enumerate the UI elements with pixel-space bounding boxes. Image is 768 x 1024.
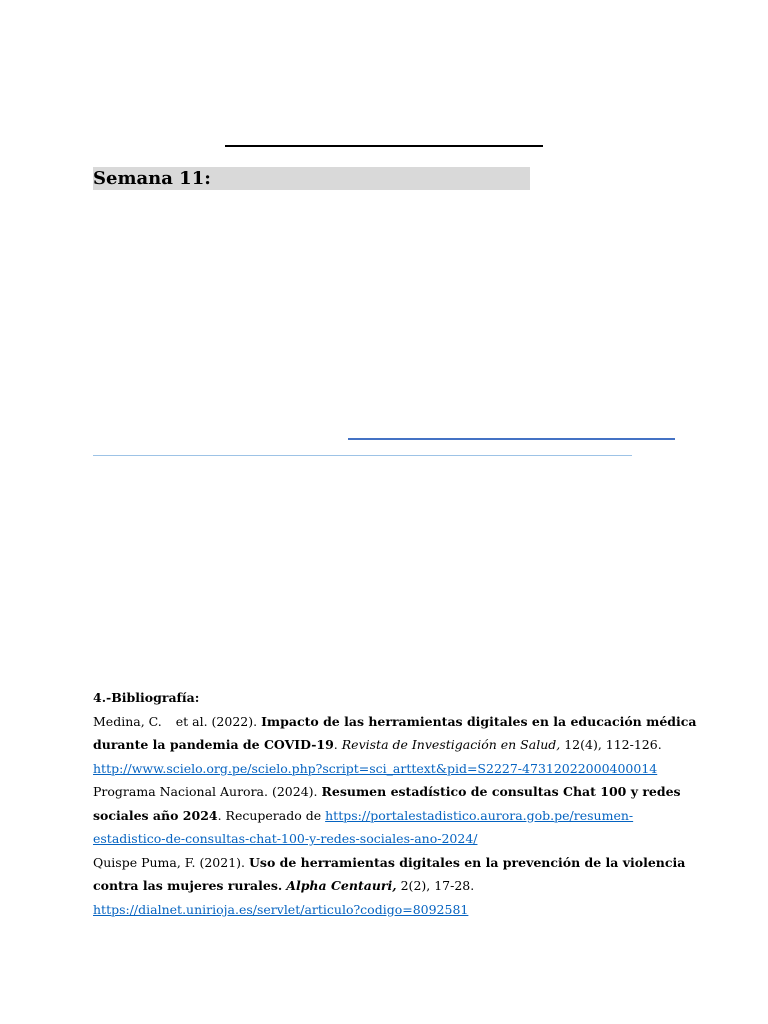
reference-2-title: Resumen estadístico de consultas Chat 100 y redes (321, 784, 681, 799)
bibliography-title: 4.-Bibliografía: (93, 690, 200, 705)
link-underline-rule (348, 438, 675, 440)
reference-1-line-1 (93, 710, 697, 734)
reference-1-title-cont: durante la pandemia de COVID-19 (93, 737, 334, 752)
title-underline (225, 145, 543, 147)
reference-3-author: Quispe Puma, F. (2021). (93, 854, 246, 870)
reference-3-title-cont: contra las mujeres rurales. (93, 878, 283, 893)
reference-1-details: 12(4), 112-126. (564, 737, 662, 752)
reference-2-line-1 (93, 780, 693, 804)
reference-2-link-cont[interactable]: estadistico-de-consultas-chat-100-y-redes-sociales-ano-2024/ (93, 831, 478, 846)
reference-2-link[interactable]: https://portalestadistico.aurora.gob.pe/resumen- (325, 807, 634, 823)
reference-3-journal: Alpha Centauri, (286, 878, 397, 893)
reference-3-line-3 (93, 898, 693, 922)
reference-1-title: Impacto de las herramientas digitales en la educación médica (261, 713, 697, 729)
reference-2-retrieved: . Recuperado de (217, 807, 322, 823)
reference-3-title: Uso de herramientas digitales en la prevención de la violencia (249, 854, 686, 870)
link-underline-rule-secondary (93, 455, 632, 456)
reference-1-link[interactable]: http://www.scielo.org.pe/scielo.php?script=sci_arttext&pid=S2227-47312022000400014 (93, 760, 658, 776)
reference-1-line-3 (93, 757, 693, 781)
reference-3-line-1 (93, 851, 693, 875)
reference-1-line-2 (93, 733, 693, 757)
reference-2-line-2 (93, 804, 693, 828)
reference-3-details: 2(2), 17-28. (400, 878, 475, 893)
week-heading-box (93, 167, 530, 190)
reference-2-line-3 (93, 827, 693, 851)
reference-2-author: Programa Nacional Aurora. (2024). (93, 784, 318, 799)
reference-1-journal: Revista de Investigación en Salud, (341, 737, 561, 752)
reference-1-year: et al. (2022). (175, 713, 258, 729)
week-heading: Semana 11: (93, 168, 211, 189)
reference-1-period: . (333, 737, 338, 752)
reference-3-link[interactable]: https://dialnet.unirioja.es/servlet/articulo?codigo=8092581 (93, 901, 469, 917)
reference-2-title-cont: sociales año 2024 (93, 807, 218, 823)
reference-1-author: Medina, C. (93, 713, 162, 729)
bibliography-section (93, 686, 697, 921)
reference-3-line-2 (93, 874, 693, 898)
